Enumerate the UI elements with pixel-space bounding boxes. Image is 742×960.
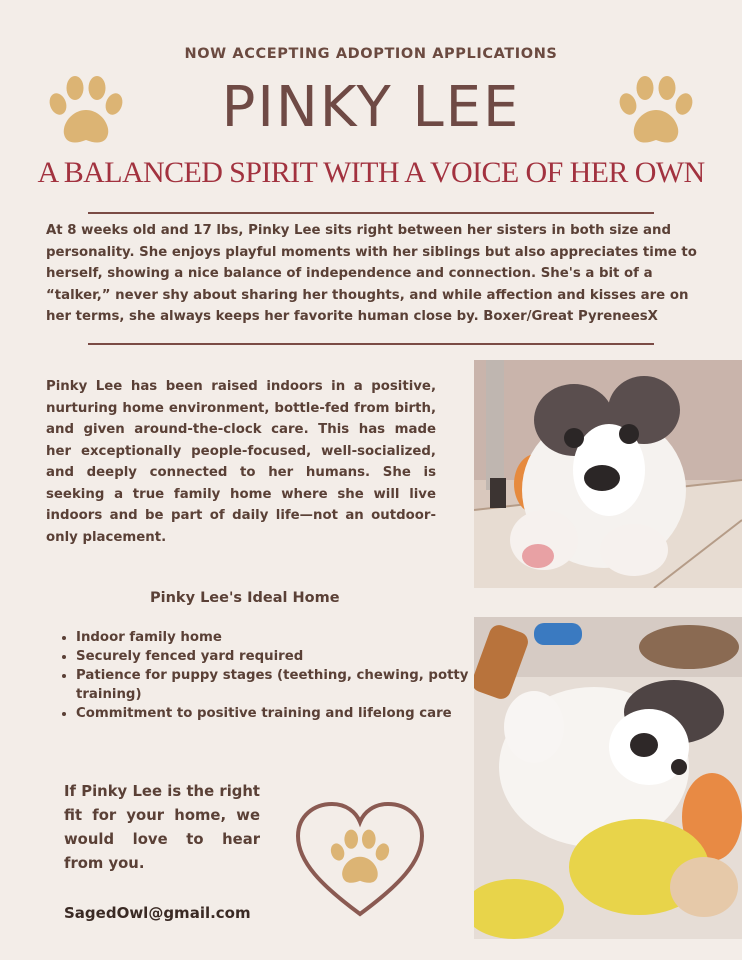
header-kicker: NOW ACCEPTING ADOPTION APPLICATIONS (184, 46, 558, 62)
intro-paragraph: At 8 weeks old and 17 lbs, Pinky Lee sits right between her sisters in both size and personality. She enjoys playful moments with her siblings but also appreciates time to herself, showing a nice balance of independence and connection. She's a bit of a “talker,” never shy about sharing her thoughts, and while affection and kisses are on her terms, she always keeps her favorite human close by. Boxer/Great PyreneesX (46, 223, 697, 324)
list-item: • Commitment to positive training and lifelong care (76, 704, 491, 723)
contact-email[interactable]: SagedOwl@gmail.com (64, 904, 251, 922)
ideal-home-heading: Pinky Lee's Ideal Home (150, 590, 340, 606)
ideal-home-list (58, 628, 491, 723)
list-item: • Indoor family home (76, 628, 491, 647)
divider-bottom (88, 343, 654, 345)
list-item: • Patience for puppy stages (teething, chewing, potty training) (76, 666, 491, 704)
page-subtitle: A BALANCED SPIRIT WITH A VOICE OF HER OWN (37, 156, 705, 189)
list-item: • Securely fenced yard required (76, 647, 491, 666)
page-title: PINKY LEE (221, 75, 521, 140)
puppy-photo-on-back (474, 617, 742, 939)
background-paragraph: Pinky Lee has been raised indoors in a positive, nurturing home environment, bottle-fed from birth, and given around-the-clock care. This has made her exceptionally people-focused, well-socialized, and deeply connected to her humans. She is seeking a true family home where she will live indoors and be part of daily life—not an outdoor-only placement. (46, 379, 436, 545)
puppy-photo-lying (474, 360, 742, 588)
closing-text: If Pinky Lee is the right fit for your home, we would love to hear from you. (64, 783, 260, 872)
heart-icon (292, 798, 428, 922)
divider-top (88, 212, 654, 214)
